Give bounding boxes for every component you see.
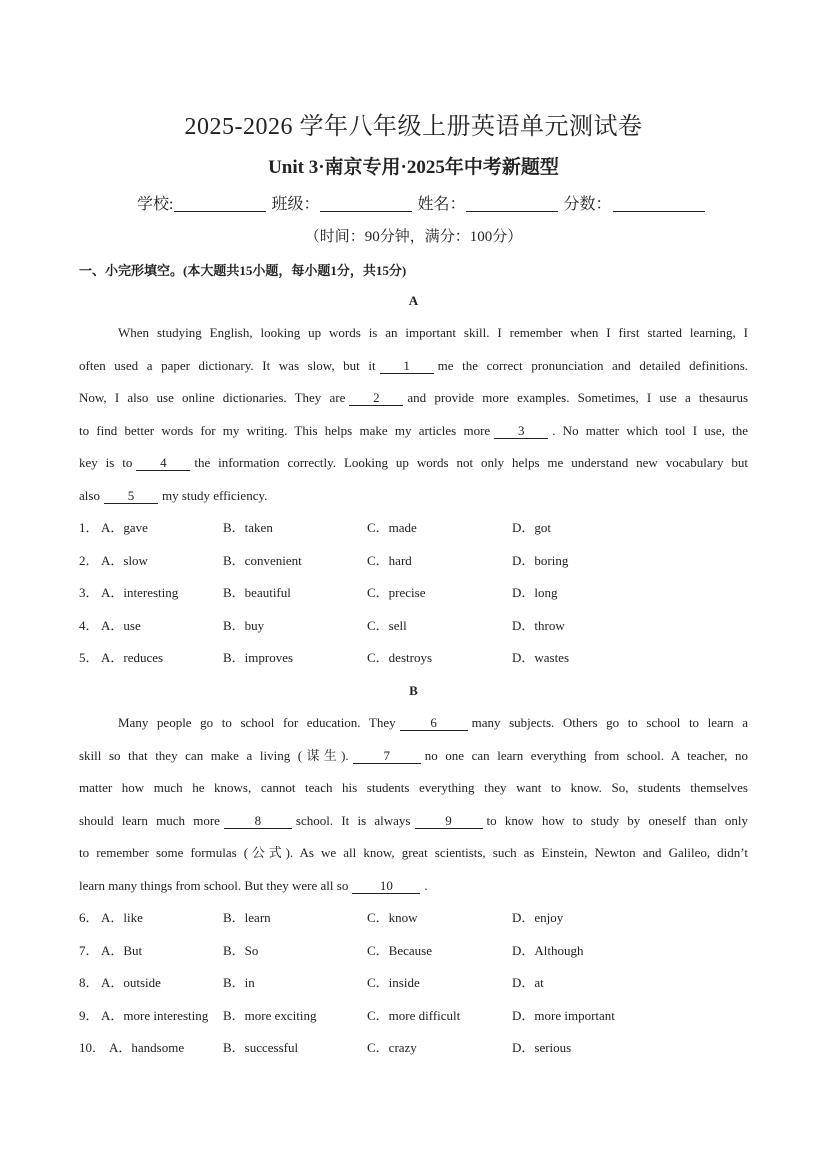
option-b[interactable]: B．So [223,942,259,958]
option-d[interactable]: D．serious [512,1040,572,1055]
answer-blank: 3 [494,424,548,439]
passage-b [79,707,748,902]
passage-text: learn many things from school. But they were all so [79,877,349,893]
option-a[interactable]: A．use [101,617,141,633]
passage-b-label: B [409,683,418,698]
option-a[interactable]: A．reduces [101,650,164,665]
option-d[interactable]: D．at [512,975,544,990]
option-d[interactable]: D．boring [512,552,569,568]
school-blank [174,195,266,212]
passage-text: no one can learn everything from school. A teacher, no [424,747,748,763]
option-a[interactable]: A．But [101,942,143,958]
option-d[interactable]: D．long [512,585,558,600]
answer-blank: 2 [349,391,403,406]
answer-blank: 1 [380,359,434,374]
score-label: 分数： [563,196,612,213]
option-b[interactable]: B．beautiful [223,585,291,600]
option-d[interactable]: D．more important [512,1007,615,1023]
passage-text: When studying English, looking up words is an important skill. I remember when I first started learning, I [118,325,748,340]
question-number: 10． [79,1040,106,1055]
passage-line [79,772,748,805]
option-d[interactable]: D．throw [512,617,565,633]
passage-line [79,740,748,773]
option-b[interactable]: B．taken [223,520,273,535]
name-blank [466,195,558,212]
passage-text: many subjects. Others go to school to learn a [471,715,749,730]
passage-line [79,805,748,838]
option-b[interactable]: B．in [223,975,255,990]
option-c[interactable]: C．precise [367,585,426,600]
page-subtitle: Unit 3·南京专用·2025年中考新题型 [268,157,559,178]
section-heading: 一、小完形填空。(本大题共15小题，每小题1分，共15分) [79,263,407,278]
passage-text: to know how to study by oneself than only [486,812,748,828]
passage-text: to remember some formulas (公式). As we all know, great scientists, such as Einstein, Newton and Galileo, didn’t [79,845,748,860]
option-c[interactable]: C．more difficult [367,1007,461,1023]
answer-blank: 5 [104,489,158,504]
question-number: 9． [79,1007,99,1023]
passage-text: and provide more examples. Sometimes, I use a thesaurus [407,390,749,405]
option-c[interactable]: C．know [367,910,418,925]
passage-line [79,317,748,350]
option-c[interactable]: C．destroys [367,650,433,665]
question-number: 3． [79,585,99,600]
option-a[interactable]: A．more interesting [101,1007,209,1023]
answer-blank: 7 [353,749,421,764]
option-a[interactable]: A．outside [101,975,161,990]
passage-text: Now, I also use online dictionaries. They are [79,390,346,405]
passage-text: also [79,487,100,503]
score-blank [613,195,705,212]
passage-text: often used a paper dictionary. It was slow, but it [79,357,376,373]
answer-blank: 8 [224,814,292,829]
question-number: 2． [79,552,99,568]
option-c[interactable]: C．crazy [367,1040,417,1055]
option-a[interactable]: A．handsome [109,1040,185,1055]
page-title: 2025-2026 学年八年级上册英语单元测试卷 [184,114,643,140]
option-a[interactable]: A．interesting [101,585,179,600]
passage-line [79,837,748,870]
option-d[interactable]: D．enjoy [512,910,564,925]
passage-text: to find better words for my writing. This helps make my articles more [79,422,491,438]
passage-text: skill so that they can make a living (谋生). [79,747,349,763]
answer-blank: 10 [352,879,420,894]
passage-line [79,350,748,383]
option-b[interactable]: B．more exciting [223,1007,317,1023]
option-c[interactable]: C．made [367,520,417,535]
answer-blank: 9 [415,814,483,829]
class-blank [320,195,412,212]
option-c[interactable]: C．Because [367,942,432,958]
option-b[interactable]: B．improves [223,650,294,665]
option-c[interactable]: C．hard [367,552,412,568]
answer-blank: 6 [400,716,468,731]
option-b[interactable]: B．successful [223,1040,299,1055]
option-a[interactable]: A．like [101,910,143,925]
passage-text: the information correctly. Looking up words not only helps me understand new vocabulary but [194,455,748,470]
question-number: 6． [79,910,99,925]
passage-text: my study efficiency. [161,487,268,503]
passage-text: matter how much he knows, cannot teach his students everything they want to know. So, students themselves [79,780,748,795]
school-label: 学校: [137,196,174,213]
question-number: 4． [79,617,99,633]
passage-text: school. It is always [295,812,411,828]
passage-text: . [424,877,428,893]
answer-blank: 4 [136,456,190,471]
passage-line [79,870,748,903]
question-number: 7． [79,942,99,958]
passage-line [79,382,748,415]
option-a[interactable]: A．gave [101,520,148,535]
passage-a-label: A [408,293,419,308]
name-label: 姓名： [417,196,466,213]
option-a[interactable]: A．slow [101,552,148,568]
option-b[interactable]: B．buy [223,617,265,633]
option-d[interactable]: D．wastes [512,650,570,665]
option-c[interactable]: C．sell [367,617,407,633]
passage-text: Many people go to school for education. They [118,715,396,730]
passage-line [79,415,748,448]
class-label: 班级： [271,196,320,213]
passage-text: . No matter which tool I use, the [552,422,748,438]
passage-text: key is to [79,455,133,470]
option-d[interactable]: D．got [512,520,552,535]
question-number: 1． [79,520,99,535]
option-b[interactable]: B．learn [223,910,271,925]
passage-line [79,447,748,480]
passage-text: should learn much more [79,812,220,828]
time-note: （时间：90分钟，满分：100分） [304,229,523,245]
student-info-line [137,191,706,214]
question-number: 8． [79,975,99,990]
passage-a [79,317,748,512]
passage-line [79,707,748,740]
option-b[interactable]: B．convenient [223,552,302,568]
option-c[interactable]: C．inside [367,975,420,990]
question-number: 5． [79,650,99,665]
option-d[interactable]: D．Although [512,942,584,958]
passage-text: me the correct pronunciation and detailed definitions. [437,357,748,373]
passage-line [79,480,748,513]
